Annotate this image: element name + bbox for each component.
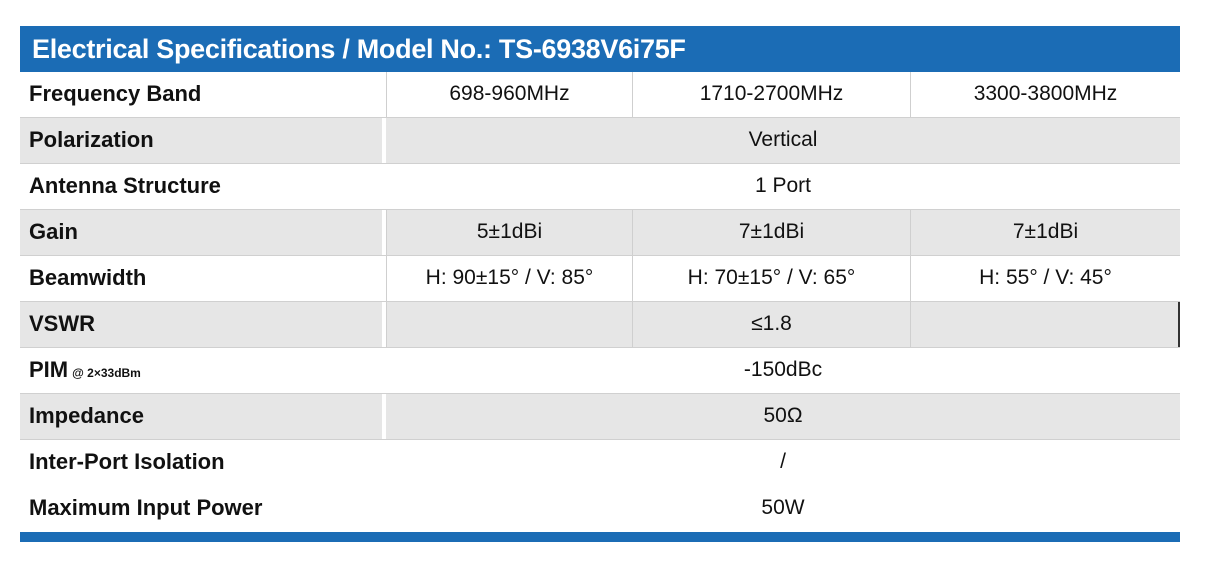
inter-port-isolation-value: /	[780, 450, 786, 473]
gain-high: 7±1dBi	[910, 210, 1180, 255]
row-frequency-band	[20, 72, 1180, 118]
frequency-band-low: 698-960MHz	[386, 72, 632, 117]
beamwidth-high: H: 55° / V: 45°	[910, 256, 1180, 301]
vswr-high	[910, 302, 1180, 347]
row-inter-port-isolation	[20, 440, 1180, 486]
gain-low: 5±1dBi	[386, 210, 632, 255]
row-label: Antenna Structure	[20, 164, 386, 209]
pim-value: -150dBc	[743, 358, 823, 381]
row-polarization	[20, 118, 1180, 164]
table-title: Electrical Specifications / Model No.: TS-6938V6i75F	[20, 26, 1180, 72]
maximum-input-power-value: 50W	[761, 496, 805, 519]
row-maximum-input-power	[20, 486, 1180, 532]
polarization-value: Vertical	[386, 118, 1180, 163]
row-vswr	[20, 302, 1180, 348]
row-impedance	[20, 394, 1180, 440]
pim-label: PIM	[29, 357, 69, 382]
beamwidth-mid: H: 70±15° / V: 65°	[632, 256, 910, 301]
row-label: Polarization	[20, 118, 386, 163]
frequency-band-mid: 1710-2700MHz	[632, 72, 910, 117]
row-label: Inter-Port Isolation	[20, 440, 386, 486]
row-antenna-structure	[20, 164, 1180, 210]
row-beamwidth	[20, 256, 1180, 302]
beamwidth-low: H: 90±15° / V: 85°	[386, 256, 632, 301]
row-label: Frequency Band	[20, 72, 386, 117]
antenna-structure-value: 1 Port	[754, 174, 812, 197]
impedance-value: 50Ω	[386, 394, 1180, 439]
row-label	[20, 348, 386, 393]
table-bottom-bar	[20, 532, 1180, 542]
frequency-band-high: 3300-3800MHz	[910, 72, 1180, 117]
row-label: VSWR	[20, 302, 386, 347]
row-label: Beamwidth	[20, 256, 386, 301]
row-pim	[20, 348, 1180, 394]
row-gain	[20, 210, 1180, 256]
electrical-specifications-table	[20, 26, 1180, 542]
row-label: Maximum Input Power	[20, 486, 386, 532]
pim-condition: @ 2×33dBm	[72, 366, 141, 380]
vswr-mid: ≤1.8	[632, 302, 910, 347]
vswr-low	[386, 302, 632, 347]
row-label: Gain	[20, 210, 386, 255]
row-label: Impedance	[20, 394, 386, 439]
gain-mid: 7±1dBi	[632, 210, 910, 255]
